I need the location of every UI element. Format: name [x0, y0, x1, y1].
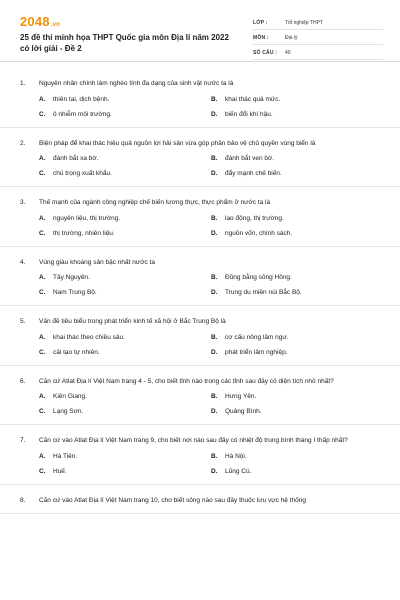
answer-option[interactable] [211, 273, 383, 282]
answer-option[interactable] [211, 333, 383, 342]
answer-option[interactable] [39, 333, 211, 342]
option-letter: D. [211, 348, 218, 356]
answer-option[interactable] [39, 229, 211, 238]
option-letter: C. [39, 467, 46, 475]
option-letter: B. [211, 274, 218, 281]
exam-meta-box [253, 16, 383, 60]
answer-option[interactable] [39, 288, 211, 297]
option-letter: A. [39, 155, 46, 162]
option-letter: D. [211, 170, 218, 177]
option-text: phát triển lâm nghiệp. [225, 348, 288, 356]
option-text: thiên tai, dịch bệnh. [53, 95, 110, 103]
question-text: Vùng giàu khoáng sản bậc nhất nước ta [39, 258, 155, 266]
question-text: Thế mạnh của ngành công nghiệp chế biến lương thực, thực phẩm ở nước ta là [39, 199, 271, 206]
answer-options [39, 392, 380, 416]
option-letter: A. [39, 95, 46, 103]
question-item [0, 366, 400, 426]
option-text: cải tạo tự nhiên. [53, 348, 100, 356]
question-item [0, 68, 400, 128]
option-text: Trung du miền núi Bắc Bộ. [225, 289, 302, 296]
site-logo[interactable] [20, 14, 60, 29]
option-text: Hà Nội. [225, 452, 247, 460]
answer-option[interactable] [211, 348, 383, 357]
option-letter: A. [39, 274, 46, 281]
option-letter: A. [39, 393, 46, 400]
question-item [0, 306, 400, 366]
answer-option[interactable] [211, 392, 383, 401]
option-letter: C. [39, 229, 46, 237]
option-text: cơ cấu nông lâm ngư. [225, 333, 289, 341]
option-text: Hưng Yên. [225, 393, 257, 400]
option-text: khai thác quá mức. [225, 95, 281, 103]
question-text: Căn cứ vào Atlat Địa lí Việt Nam trang 10, cho biết sông nào sau đây thuộc lưu vực hệ thống [39, 496, 306, 504]
option-text: nguyên liệu, thị trường. [53, 214, 121, 222]
question-number: 5. [20, 318, 26, 325]
answer-options [39, 214, 380, 238]
answer-option[interactable] [211, 452, 383, 461]
document-title: 25 đề thi minh họa THPT Quốc gia môn Địa lí năm 2022 có lời giải - Đề 2 [20, 33, 229, 53]
page-header [0, 0, 400, 62]
option-text: chú trọng xuất khẩu. [53, 170, 112, 177]
answer-option[interactable] [39, 407, 211, 416]
question-stem [20, 79, 380, 89]
option-letter: A. [39, 214, 46, 222]
option-text: Lũng Cú. [225, 467, 252, 475]
meta-value: 40 [285, 49, 291, 56]
question-stem [20, 317, 380, 327]
option-letter: B. [211, 393, 218, 400]
option-letter: D. [211, 408, 218, 415]
option-text: đánh bắt ven bờ. [225, 155, 275, 162]
option-text: biến đổi khí hậu. [225, 110, 273, 118]
meta-row-class [253, 16, 383, 30]
option-letter: B. [211, 95, 218, 103]
question-number: 1. [20, 80, 26, 87]
answer-option[interactable] [211, 214, 383, 223]
answer-option[interactable] [39, 154, 211, 163]
answer-option[interactable] [211, 288, 383, 297]
answer-options [39, 273, 380, 297]
meta-label: LỚP : [253, 19, 268, 26]
question-stem [20, 258, 380, 268]
option-text: Hà Tiên. [53, 452, 78, 460]
option-letter: B. [211, 333, 218, 341]
question-number: 2. [20, 139, 26, 147]
answer-option[interactable] [211, 95, 383, 104]
question-stem [20, 198, 380, 208]
question-number: 7. [20, 437, 26, 444]
option-text: lao động, thị trường. [225, 214, 284, 222]
answer-option[interactable] [211, 169, 383, 178]
question-text: Vấn đề tiêu biểu trong phát triển kinh tế xã hội ở Bắc Trung Bộ là [39, 318, 226, 325]
option-letter: A. [39, 333, 46, 341]
answer-option[interactable] [39, 214, 211, 223]
answer-options [39, 333, 380, 357]
meta-row-subject [253, 31, 383, 45]
question-text: Nguyên nhân chính làm nghèo tính đa dạng của sinh vật nước ta là [39, 80, 234, 87]
option-text: Đồng bằng sông Hồng. [225, 274, 292, 281]
option-letter: C. [39, 408, 46, 415]
answer-option[interactable] [211, 154, 383, 163]
option-text: Lạng Sơn. [53, 408, 84, 415]
option-letter: D. [211, 229, 218, 237]
question-text: Căn cứ vào Atlat Địa lí Việt Nam trang 9, cho biết nơi nào sau đây có nhiệt độ trung bình tháng I thấp nhất? [39, 437, 348, 444]
option-text: Huế. [53, 467, 67, 475]
question-item [0, 187, 400, 247]
option-letter: B. [211, 155, 218, 162]
option-letter: D. [211, 289, 218, 296]
question-list [0, 68, 400, 514]
question-item [0, 247, 400, 307]
answer-option[interactable] [39, 467, 211, 476]
option-letter: B. [211, 214, 218, 222]
option-letter: C. [39, 110, 46, 118]
question-stem [20, 436, 380, 446]
option-text: Tây Nguyên. [53, 274, 90, 281]
option-text: đẩy mạnh chế biến. [225, 170, 282, 177]
meta-label: SỐ CÂU : [253, 49, 278, 56]
option-letter: C. [39, 348, 46, 356]
option-letter: A. [39, 452, 46, 460]
answer-option[interactable] [39, 169, 211, 178]
answer-option[interactable] [39, 95, 211, 104]
answer-options [39, 95, 380, 119]
answer-option[interactable] [211, 407, 383, 416]
answer-option[interactable] [39, 273, 211, 282]
question-text: Biện pháp để khai thác hiệu quả nguồn lợi hải sản vừa góp phần bảo vệ chủ quyền vùng biển là [39, 139, 316, 147]
question-item [0, 485, 400, 515]
answer-options [39, 154, 380, 178]
question-stem [20, 496, 380, 506]
answer-option[interactable] [39, 110, 211, 119]
meta-value: Tốt nghiệp THPT [285, 19, 323, 26]
question-text: Căn cứ Atlat Địa lí Việt Nam trang 4 - 5, cho biết tỉnh nào trong các tỉnh sau đây có diện tích nhỏ nhất? [39, 377, 334, 385]
option-text: nguồn vốn, chính sách. [225, 229, 293, 237]
answer-option[interactable] [211, 110, 383, 119]
option-text: Quảng Bình. [225, 408, 262, 415]
question-stem [20, 377, 380, 387]
logo-main: 2048 [20, 14, 50, 29]
meta-label: MÔN : [253, 34, 269, 41]
question-item [0, 128, 400, 188]
answer-option[interactable] [39, 392, 211, 401]
option-letter: D. [211, 110, 218, 118]
question-number: 3. [20, 199, 26, 206]
question-item [0, 425, 400, 485]
option-letter: C. [39, 289, 46, 296]
question-number: 4. [20, 258, 26, 266]
meta-row-count [253, 46, 383, 60]
answer-option[interactable] [211, 467, 383, 476]
option-text: Nam Trung Bộ. [53, 289, 97, 296]
option-text: đánh bắt xa bờ. [53, 155, 99, 162]
option-letter: C. [39, 170, 46, 177]
question-number: 8. [20, 496, 26, 504]
answer-option[interactable] [39, 452, 211, 461]
answer-option[interactable] [39, 348, 211, 357]
option-text: thị trường, nhiên liệu. [53, 229, 115, 237]
logo-tld: .vn [50, 22, 61, 28]
option-text: Kiên Giang. [53, 393, 87, 400]
answer-options [39, 452, 380, 476]
option-text: khai thác theo chiều sâu. [53, 333, 125, 341]
option-letter: D. [211, 467, 218, 475]
question-stem [20, 139, 380, 149]
question-number: 6. [20, 377, 26, 385]
answer-option[interactable] [211, 229, 383, 238]
option-text: ô nhiễm môi trường. [53, 110, 112, 118]
meta-value: Địa lý [285, 34, 298, 41]
option-letter: B. [211, 452, 218, 460]
